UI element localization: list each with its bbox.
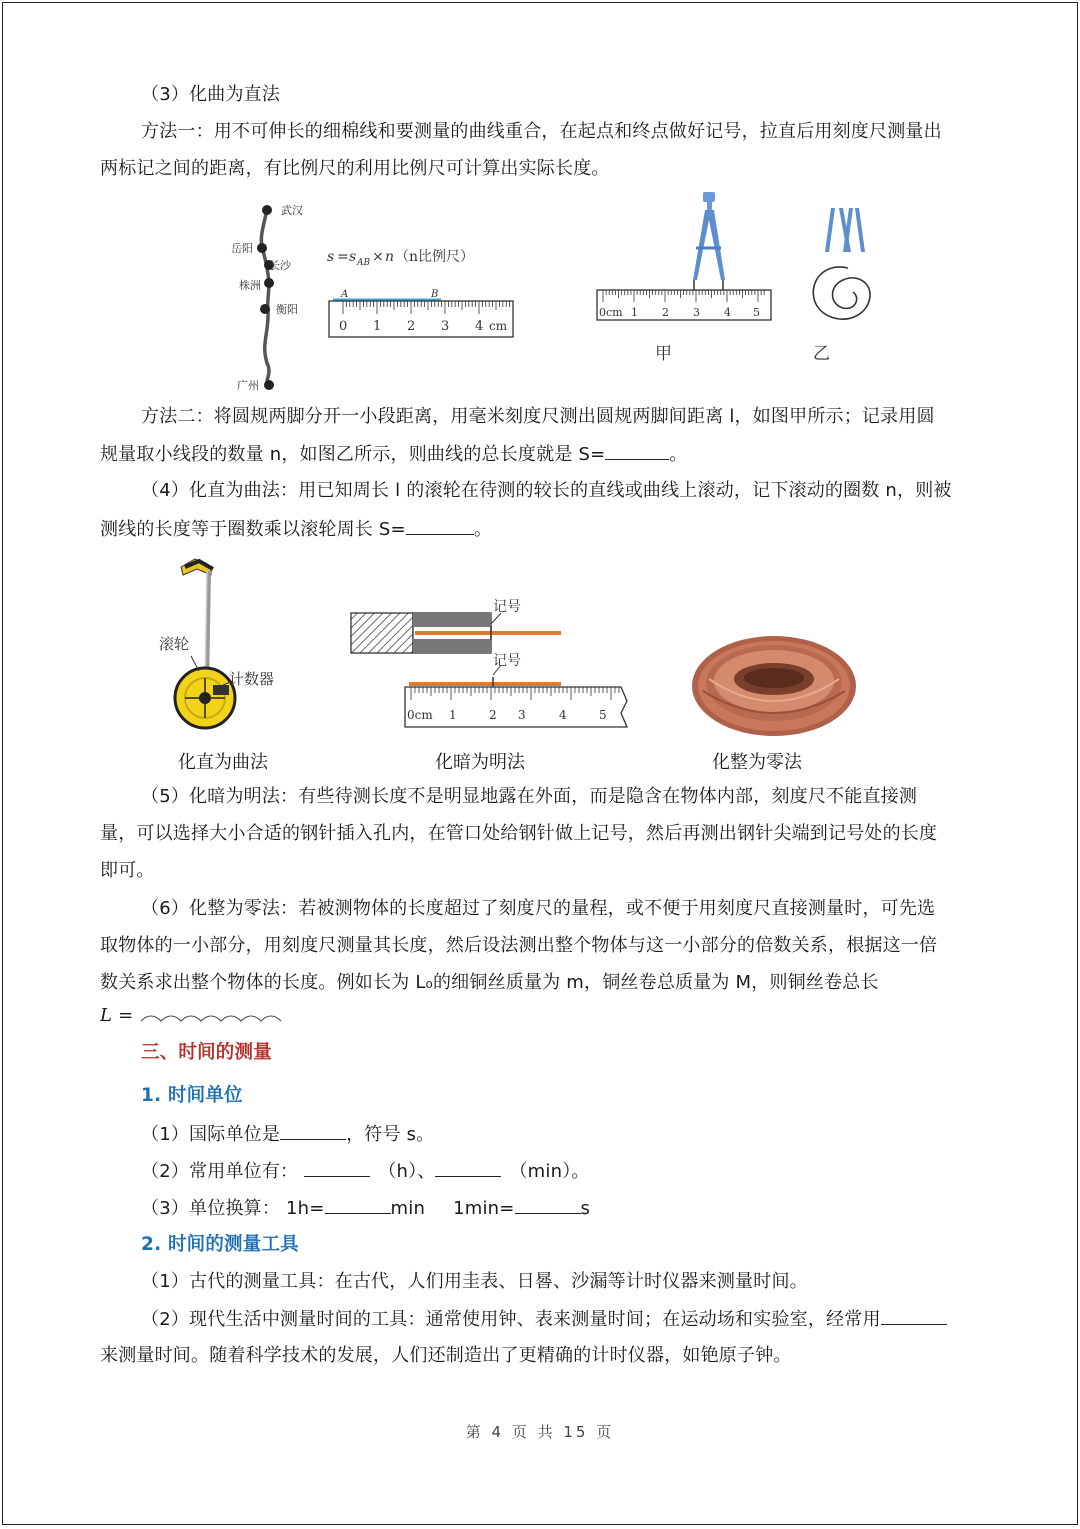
city-label: 衡阳	[276, 303, 298, 316]
text-fragment: ，符号 s。	[346, 1124, 435, 1145]
paragraph-modern-tools-line1	[141, 1306, 947, 1333]
question-si-unit	[141, 1121, 434, 1148]
copper-coil-figure	[689, 631, 859, 741]
formula-sab: s	[349, 249, 357, 265]
ruler-label: 1	[449, 708, 457, 722]
measuring-wheel-figure	[153, 553, 293, 738]
label-mark: 记号	[493, 599, 521, 615]
paragraph-method-6-line3: 数关系求出整个物体的长度。例如长为 L₀的细铜丝质量为 m，铜丝卷总质量为 M，则铜丝卷总长	[100, 972, 879, 993]
pipe-needle-figure	[343, 593, 643, 743]
formula-total-length	[100, 1003, 289, 1029]
formula-times: ×	[372, 249, 384, 265]
text-fragment: s	[580, 1198, 591, 1219]
document-page	[2, 2, 1078, 1525]
text-fragment: 。	[669, 444, 688, 465]
counter-icon	[213, 685, 229, 695]
text-fragment: （min）。	[509, 1161, 590, 1182]
ruler-body	[405, 687, 627, 727]
ruler-label: 4	[475, 319, 484, 334]
text-fragment: （3）单位换算： 1h=	[141, 1198, 325, 1219]
blank-answer[interactable]	[881, 1306, 947, 1325]
ruler-label: 2	[489, 708, 497, 722]
subheading-time-tools: 2. 时间的测量工具	[141, 1234, 299, 1255]
paragraph-modern-tools-line2: 来测量时间。随着科学技术的发展，人们还制造出了更精确的计时仪器，如铯原子钟。	[100, 1345, 792, 1366]
subheading-time-units: 1. 时间单位	[141, 1085, 243, 1106]
label-yi: 乙	[813, 344, 830, 364]
formula-subscript: AB	[357, 258, 371, 268]
point-a: A	[341, 289, 349, 300]
paragraph-method-one-line1: 方法一：用不可伸长的细棉线和要测量的曲线重合，在起点和终点做好记号，拉直后用刻度尺测量出	[141, 121, 942, 142]
point-b: B	[431, 289, 439, 300]
city-dot	[264, 278, 274, 288]
paragraph-method-two-line1: 方法二：将圆规两脚分开一小段距离，用毫米刻度尺测出圆规两脚间距离 l，如图甲所示；记录用圆	[141, 406, 935, 427]
city-dot	[260, 304, 270, 314]
ruler-label: 1	[631, 306, 638, 319]
city-dot	[262, 205, 272, 215]
paragraph-method-5-line1: （5）化暗为明法：有些待测长度不是明显地露在外面，而是隐含在物体内部，刻度尺不能直接测	[141, 786, 918, 807]
text-fragment: L =	[100, 1005, 134, 1026]
caption-whole-to-parts: 化整为零法	[712, 752, 802, 773]
blank-answer[interactable]	[605, 441, 669, 460]
ruler-label: 1	[373, 319, 382, 334]
blank-arcs[interactable]	[139, 1009, 289, 1023]
ruler-label: 0cm	[407, 708, 433, 722]
section-heading-time: 三、时间的测量	[141, 1042, 272, 1063]
label-jia: 甲	[655, 344, 672, 364]
ruler-label: 3	[441, 319, 450, 334]
formula-s: s	[327, 249, 335, 265]
text-fragment: （h）、	[378, 1161, 436, 1182]
formula-note: （n比例尺）	[395, 249, 475, 265]
label-wheel: 滚轮	[159, 635, 190, 653]
text-fragment: （2）现代生活中测量时间的工具：通常使用钟、表来测量时间；在运动场和实验室，经常用	[141, 1309, 881, 1330]
city-label: 岳阳	[231, 242, 253, 255]
ruler-label: 0cm	[599, 306, 623, 319]
city-dot	[264, 380, 274, 390]
text-fragment: （1）国际单位是	[141, 1124, 281, 1145]
paragraph-method-5-line2: 量，可以选择大小合适的钢针插入孔内，在管口处给钢针做上记号，然后再测出钢针尖端到记号处的长度	[100, 823, 938, 844]
paragraph-method-6-line1: （6）化整为零法：若被测物体的长度超过了刻度尺的量程，或不便于用刻度尺直接测量时，可先选	[141, 898, 936, 919]
blank-answer[interactable]	[304, 1158, 370, 1177]
ruler-label: 5	[753, 306, 760, 319]
ruler-label: 3	[693, 306, 700, 319]
paragraph-method-one-line2: 两标记之间的距离，有比例尺的利用比例尺可计算出实际长度。	[100, 158, 610, 179]
wall-block	[351, 613, 413, 653]
blank-answer[interactable]	[435, 1158, 501, 1177]
text-fragment: 测线的长度等于圈数乘以滚轮周长 S=	[100, 519, 406, 540]
spiral-curve	[813, 267, 870, 319]
paragraph-method-4-line1: （4）化直为曲法：用已知周长 l 的滚轮在待测的较长的直线或曲线上滚动，记下滚动的圈数 n，则被	[141, 480, 952, 501]
text-fragment: 规量取小线段的数量 n，如图乙所示，则曲线的总长度就是 S=	[100, 444, 606, 465]
caption-wheel: 化直为曲法	[178, 752, 268, 773]
pipe-wall-bottom	[413, 639, 491, 653]
compass-icon	[693, 192, 725, 292]
text-fragment: 。	[473, 519, 493, 540]
blank-answer[interactable]	[515, 1195, 581, 1214]
pipe-wall-top	[413, 613, 491, 627]
label-mark: 记号	[493, 653, 521, 669]
question-unit-conversion	[141, 1195, 590, 1222]
ruler-label: 2	[662, 306, 669, 319]
label-counter: 计数器	[229, 670, 275, 688]
question-common-units	[141, 1158, 590, 1185]
text-fragment: 1min=	[453, 1198, 515, 1219]
ruler-unit: cm	[489, 319, 508, 333]
page-footer: 第 4 页 共 15 页	[465, 1423, 615, 1441]
blank-answer[interactable]	[325, 1195, 391, 1214]
city-label: 株洲	[239, 279, 261, 292]
formula-n: n	[385, 249, 395, 265]
ruler-label: 3	[518, 708, 526, 722]
ruler-label: 0	[339, 319, 348, 334]
paragraph-method-4-line2	[100, 516, 492, 543]
paragraph-method-5-line3: 即可。	[100, 860, 155, 881]
heading-method-3: （3）化曲为直法	[141, 84, 281, 105]
blank-answer[interactable]	[280, 1121, 346, 1140]
paragraph-method-two-line2	[100, 441, 688, 468]
blank-answer[interactable]	[406, 516, 474, 535]
caption-hidden-to-visible: 化暗为明法	[435, 752, 525, 773]
text-fragment: （2）常用单位有：	[141, 1161, 299, 1182]
city-dot	[257, 243, 267, 253]
map-curve-figure	[223, 193, 523, 398]
formula-equals: =	[337, 249, 349, 265]
route-curve	[261, 210, 269, 386]
small-compass-icon	[825, 208, 865, 252]
city-label: 广州	[237, 379, 259, 392]
text-fragment: min	[390, 1198, 426, 1219]
paragraph-ancient-tools: （1）古代的测量工具：在古代，人们用圭表、日晷、沙漏等计时仪器来测量时间。	[141, 1271, 808, 1292]
ruler-label: 4	[724, 306, 731, 319]
city-label: 武汉	[281, 204, 303, 217]
compass-figure	[593, 188, 893, 368]
paragraph-method-6-line2: 取物体的一小部分，用刻度尺测量其长度，然后设法测出整个物体与这一小部分的倍数关系，根据这一倍	[100, 935, 938, 956]
city-label: 长沙	[269, 259, 291, 272]
ruler-label: 2	[407, 319, 416, 334]
ruler-label: 4	[559, 708, 567, 722]
ruler-label: 5	[599, 708, 607, 722]
